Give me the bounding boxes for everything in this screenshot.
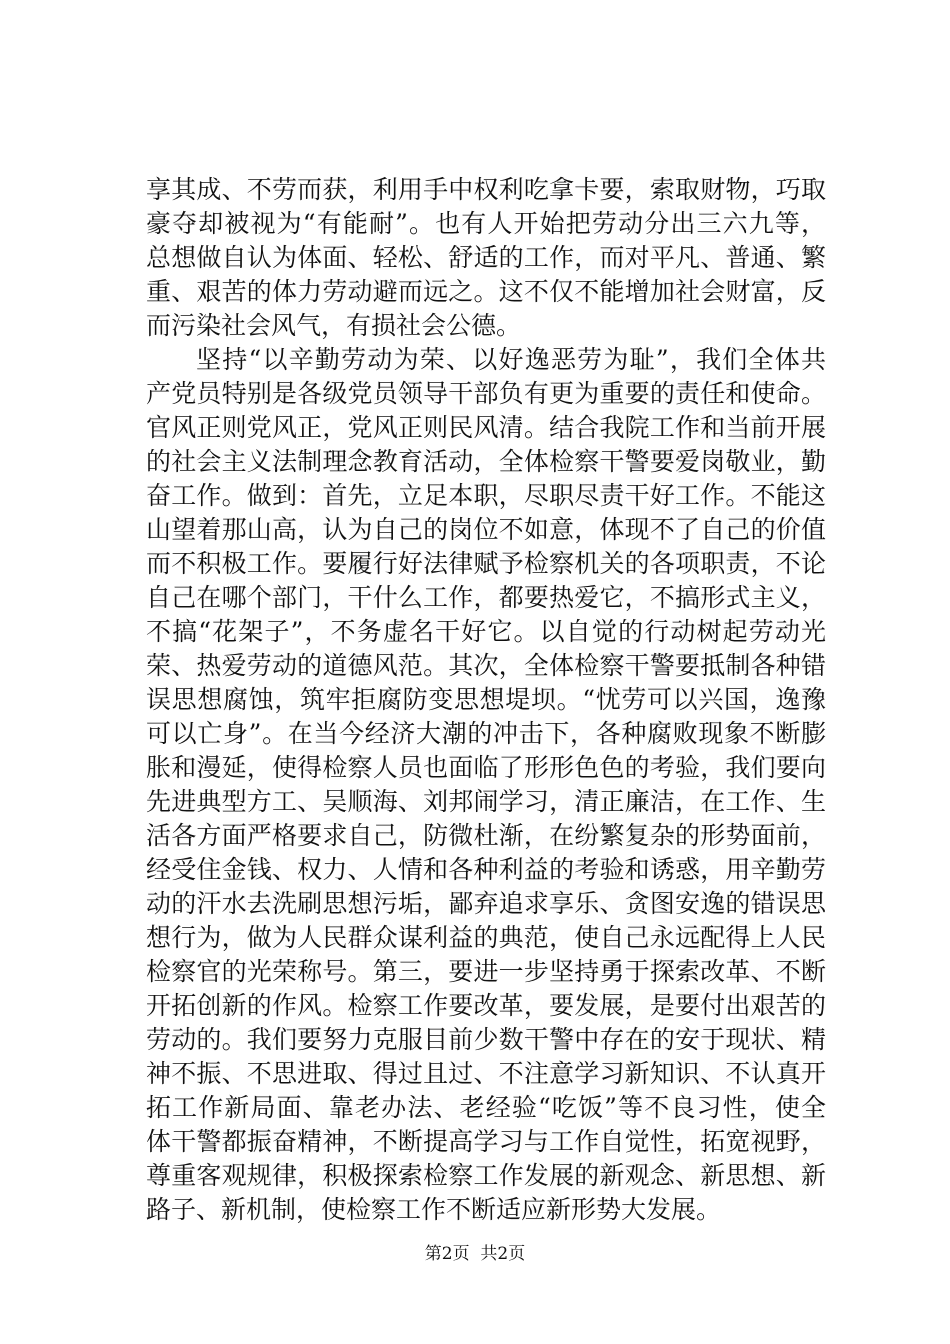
text-line: 自己在哪个部门，干什么工作，都要热爱它，不搞形式主义，: [146, 583, 826, 612]
text-line: 尊重客观规律，积极探索检察工作发展的新观念、新思想、新: [146, 1161, 826, 1190]
text-line: 动的汗水去洗刷思想污垢，鄙弃追求享乐、贪图安逸的错误思: [146, 889, 826, 918]
text-line: 不搞“花架子”，不务虚名干好它。以自觉的行动树起劳动光: [146, 617, 826, 646]
text-line: 奋工作。做到：首先，立足本职，尽职尽责干好工作。不能这: [146, 481, 826, 510]
text-line: 荣、热爱劳动的道德风范。其次，全体检察干警要抵制各种错: [146, 651, 826, 680]
text-line: 的社会主义法制理念教育活动，全体检察干警要爱岗敬业，勤: [146, 447, 826, 476]
text-line: 产党员特别是各级党员领导干部负有更为重要的责任和使命。: [146, 379, 826, 408]
text-line: 总想做自认为体面、轻松、舒适的工作，而对平凡、普通、繁: [146, 243, 826, 272]
text-line: 想行为，做为人民群众谋利益的典范，使自己永远配得上人民: [146, 923, 826, 952]
page-footer: [0, 1243, 950, 1265]
text-line: 体干警都振奋精神，不断提高学习与工作自觉性，拓宽视野，: [146, 1127, 826, 1156]
text-line: 先进典型方工、吴顺海、刘邦闹学习，清正廉洁，在工作、生: [146, 787, 826, 816]
text-line: 劳动的。我们要努力克服目前少数干警中存在的安于现状、精: [146, 1025, 826, 1054]
page-number-label: 第2页 共2页: [424, 1244, 526, 1264]
text-line: 可以亡身”。在当今经济大潮的冲击下，各种腐败现象不断膨: [146, 719, 826, 748]
text-line: 检察官的光荣称号。第三，要进一步坚持勇于探索改革、不断: [146, 957, 826, 986]
text-line: 开拓创新的作风。检察工作要改革，要发展，是要付出艰苦的: [146, 991, 826, 1020]
text-line: 误思想腐蚀，筑牢拒腐防变思想堤坝。“忧劳可以兴国，逸豫: [146, 685, 826, 714]
text-line: 神不振、不思进取、得过且过、不注意学习新知识、不认真开: [146, 1059, 826, 1088]
text-line: 而污染社会风气，有损社会公德。: [146, 311, 522, 340]
text-line: 活各方面严格要求自己，防微杜渐，在纷繁复杂的形势面前，: [146, 821, 826, 850]
text-line: 享其成、不劳而获，利用手中权利吃拿卡要，索取财物，巧取: [146, 175, 826, 204]
text-line: 经受住金钱、权力、人情和各种利益的考验和诱惑，用辛勤劳: [146, 855, 826, 884]
text-line: 胀和漫延，使得检察人员也面临了形形色色的考验，我们要向: [146, 753, 826, 782]
text-line: 官风正则党风正，党风正则民风清。结合我院工作和当前开展: [146, 413, 826, 442]
text-line: 山望着那山高，认为自己的岗位不如意，体现不了自己的价值: [146, 515, 826, 544]
text-line: 重、艰苦的体力劳动避而远之。这不仅不能增加社会财富，反: [146, 277, 826, 306]
text-line: 路子、新机制，使检察工作不断适应新形势大发展。: [146, 1195, 722, 1224]
document-body: [146, 173, 826, 1227]
text-line: 拓工作新局面、靠老办法、老经验“吃饭”等不良习性，使全: [146, 1093, 826, 1122]
text-line: 而不积极工作。要履行好法律赋予检察机关的各项职责，不论: [146, 549, 826, 578]
text-line: 坚持“以辛勤劳动为荣、以好逸恶劳为耻”，我们全体共: [196, 345, 826, 374]
text-line: 豪夺却被视为“有能耐”。也有人开始把劳动分出三六九等，: [146, 209, 826, 238]
